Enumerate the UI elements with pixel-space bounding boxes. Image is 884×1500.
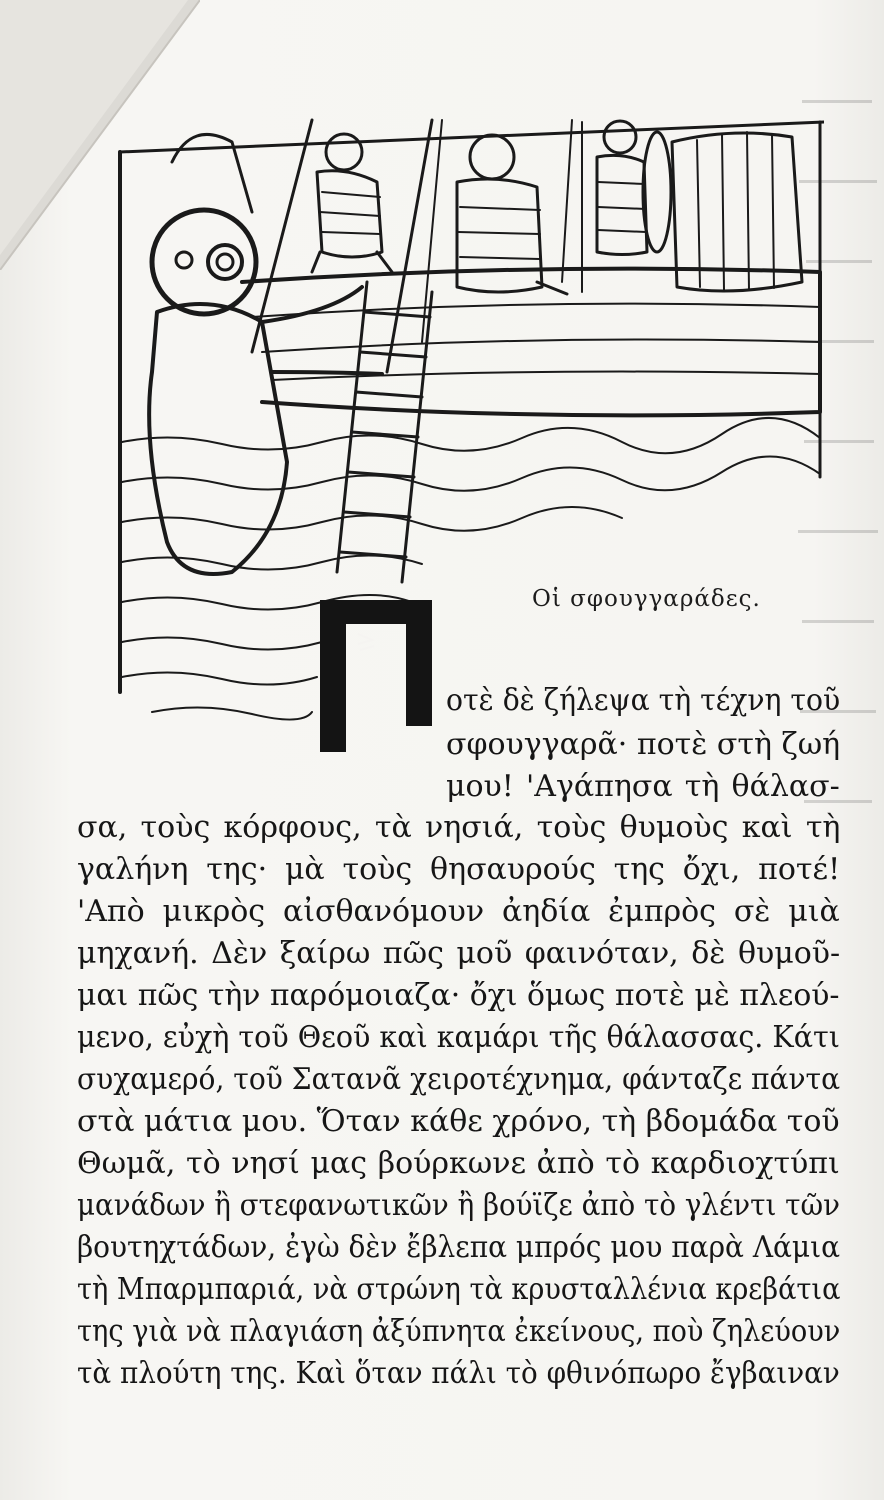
sponge-divers-illustration bbox=[112, 112, 824, 724]
drop-cap-letter bbox=[320, 600, 432, 752]
text-line-9: μενο, εὐχὴ τοῦ Θεοῦ καὶ καμάρι τῆς θάλασσας. Κάτι bbox=[77, 1020, 840, 1055]
text-line-10: συχαμερό, τοῦ Σατανᾶ χειροτέχνημα, φάνταζε πάντα bbox=[77, 1062, 841, 1097]
text-line-14: βουτηχτάδων, ἐγὼ δὲν ἔβλεπα μπρός μου παρὰ Λάμια bbox=[77, 1230, 840, 1265]
text-line-2: σφουγγαρᾶ· ποτὲ στὴ ζωή bbox=[446, 727, 841, 762]
text-line-5: γαλήνη της· μὰ τοὺς θησαυρούς της ὄχι, ποτέ! bbox=[77, 852, 841, 887]
text-line-3: μου! 'Αγάπησα τὴ θάλασ- bbox=[446, 769, 840, 804]
text-line-17: τὰ πλούτη της. Καὶ ὅταν πάλι τὸ φθινόπωρο ἔγβαιναν bbox=[77, 1356, 840, 1391]
text-line-16: της γιὰ νὰ πλαγιάση ἀξύπνητα ἐκείνους, ποὺ ζηλεύουν bbox=[77, 1314, 841, 1349]
illustration-caption: Οἱ σφουγγαράδες. bbox=[532, 586, 761, 612]
text-line-7: μηχανή. Δὲν ξαίρω πῶς μοῦ φαινόταν, δὲ θυμοῦ- bbox=[77, 936, 841, 971]
text-line-8: μαι πῶς τὴν παρόμοιαζα· ὄχι ὅμως ποτὲ μὲ πλεού- bbox=[77, 978, 840, 1013]
text-line-11: στὰ μάτια μου. Ὅταν κάθε χρόνο, τὴ βδομάδα τοῦ bbox=[77, 1104, 840, 1139]
text-line-4: σα, τοὺς κόρφους, τὰ νησιά, τοὺς θυμοὺς καὶ τὴ bbox=[77, 810, 841, 845]
text-line-12: Θωμᾶ, τὸ νησί μας βούρκωνε ἀπὸ τὸ καρδιοχτύπι bbox=[77, 1146, 840, 1181]
text-line-13: μανάδων ἢ στεφανωτικῶν ἢ βούϊζε ἀπὸ τὸ γλέντι τῶν bbox=[77, 1188, 840, 1223]
text-line-6: 'Απὸ μικρὸς αἰσθανόμουν ἀηδία ἐμπρὸς σὲ μιὰ bbox=[77, 894, 840, 929]
text-line-1: οτὲ δὲ ζήλεψα τὴ τέχνη τοῦ bbox=[446, 683, 841, 718]
text-line-15: τὴ Μπαρμπαριά, νὰ στρώνη τὰ κρυσταλλένια κρεβάτια bbox=[77, 1272, 841, 1307]
